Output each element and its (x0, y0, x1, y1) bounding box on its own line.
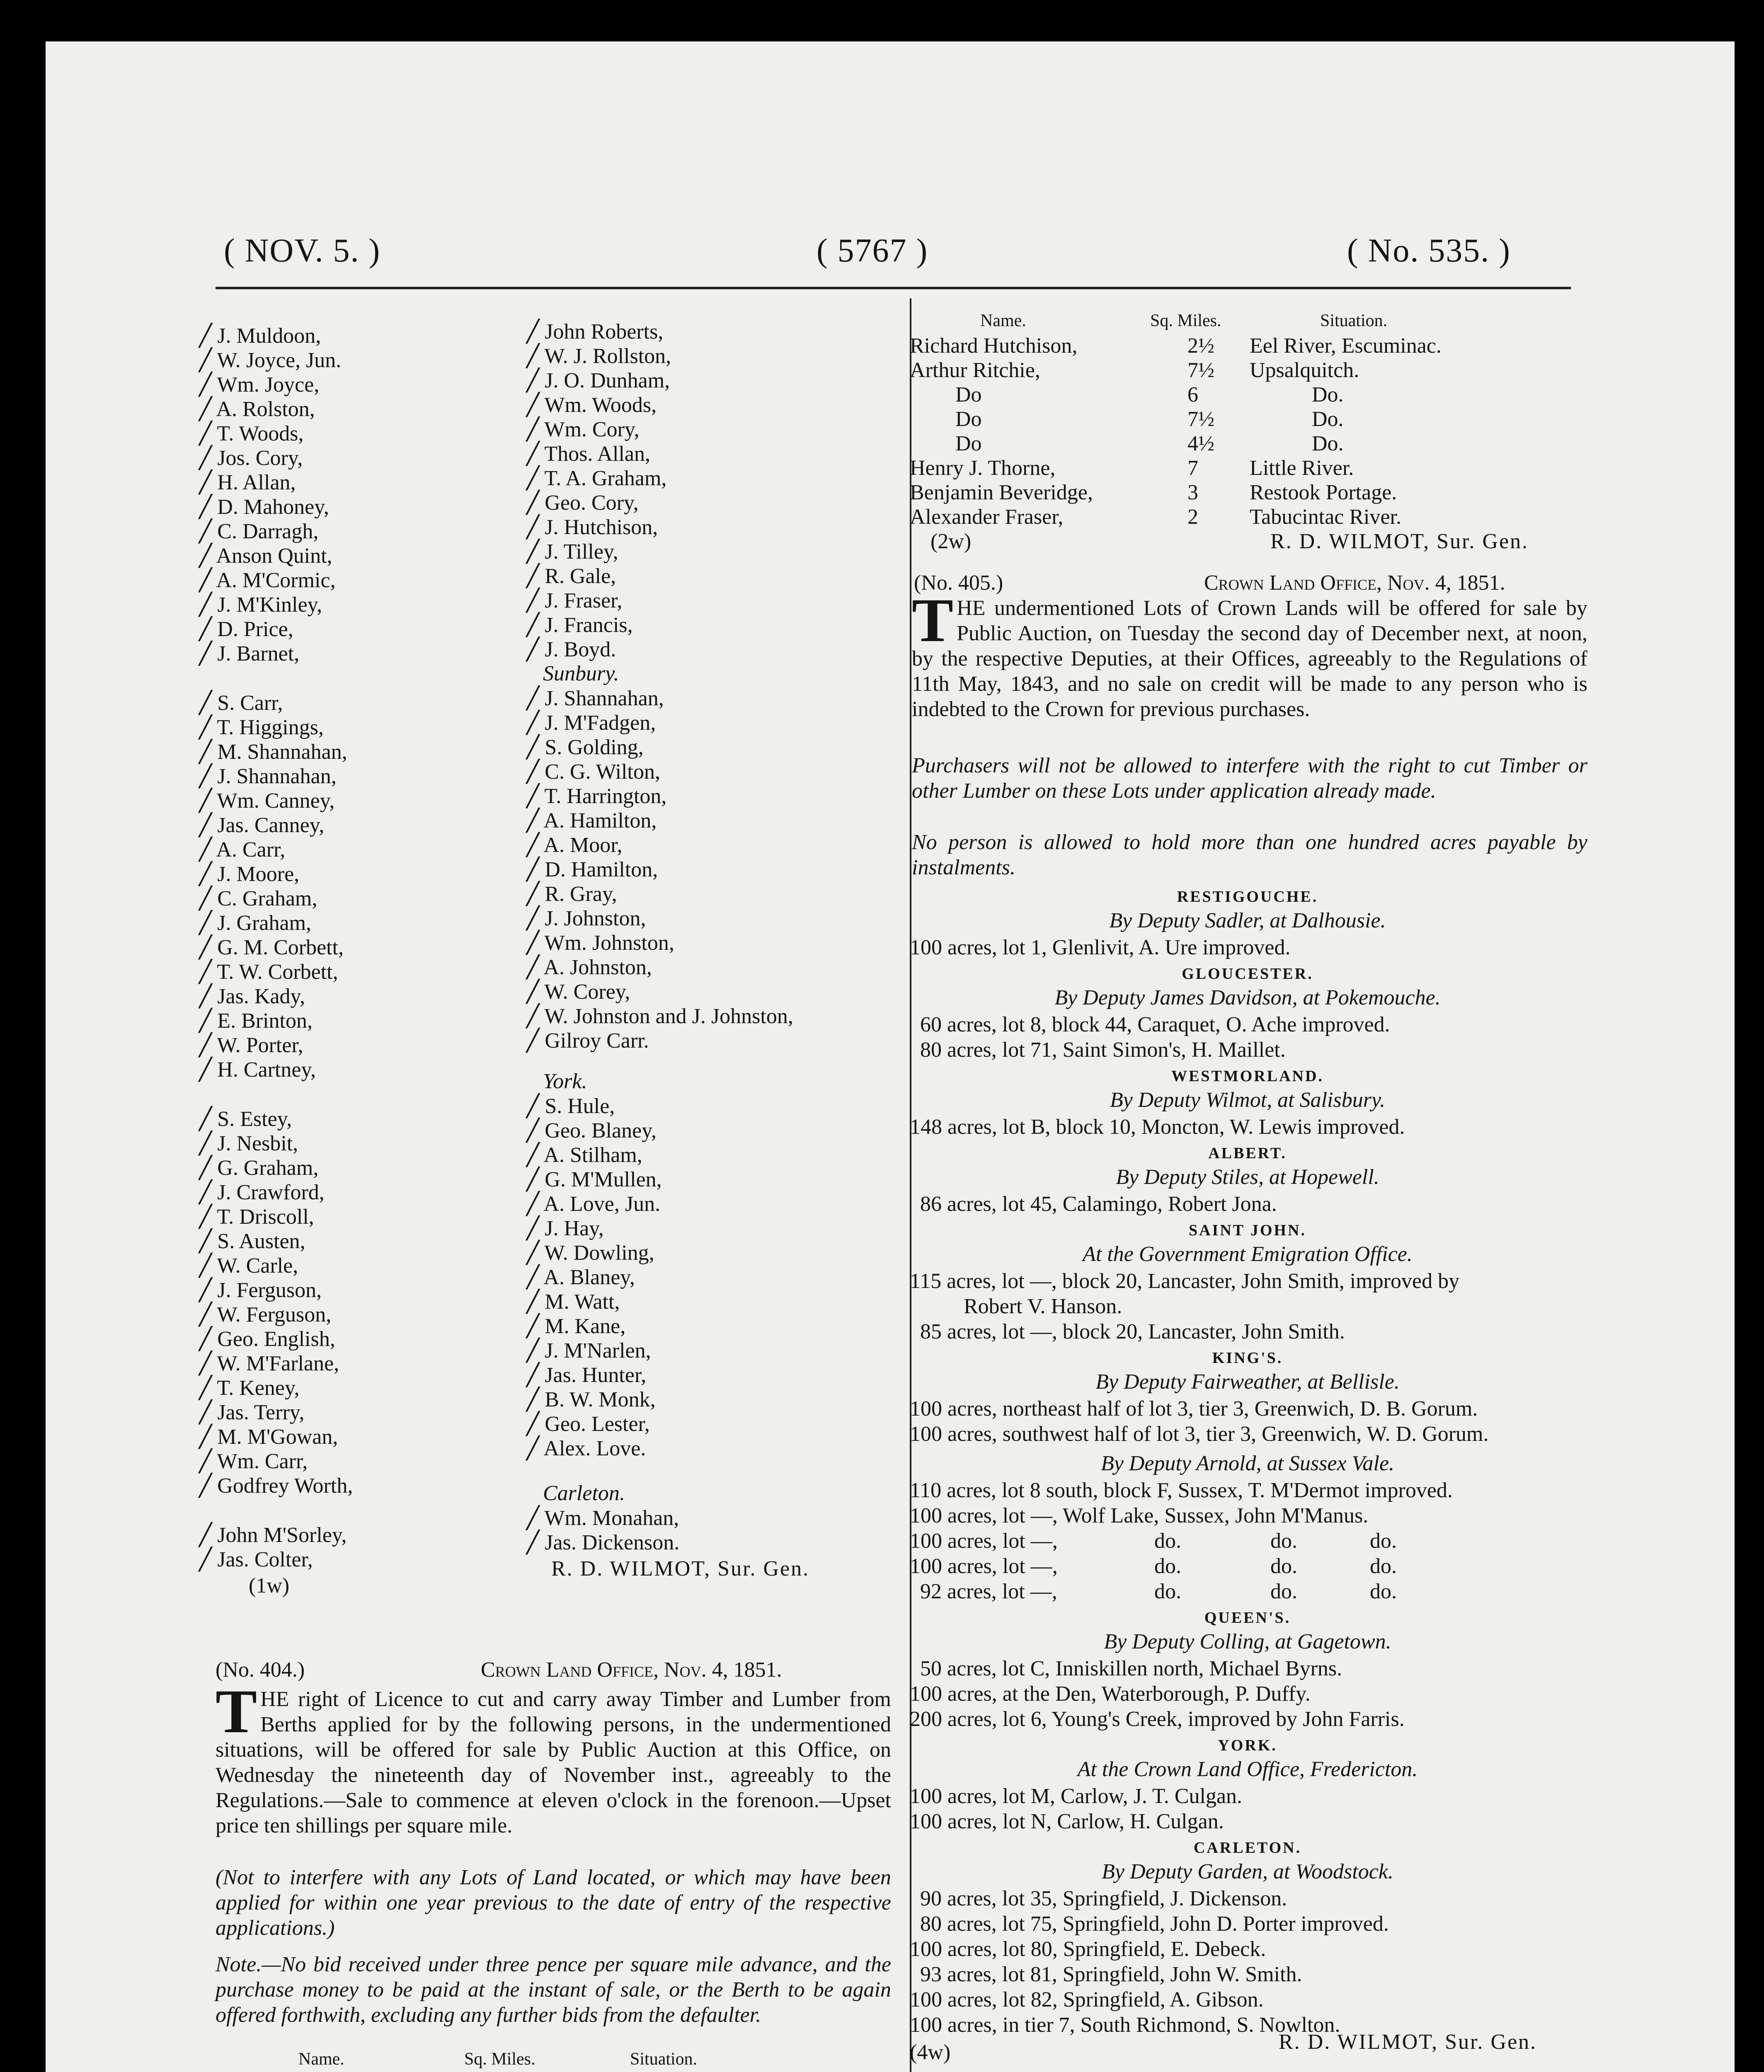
county-heading: York. (543, 1070, 587, 1093)
lot-entry: 93 acres, lot 81, Springfield, John W. Smith. (920, 1963, 1302, 1986)
name-entry: ╱ W. Carle, (199, 1254, 298, 1278)
ditto-mark: do. (1154, 1554, 1181, 1578)
deputy-line: By Deputy James Davidson, at Pokemouche. (1054, 986, 1441, 1009)
berth-applicant: Arthur Ritchie, (910, 358, 1040, 382)
drop-cap: T (912, 586, 954, 655)
berth-situation: Upsalquitch. (1250, 358, 1359, 382)
name-entry: ╱ Anson Quint, (199, 544, 332, 568)
notice-office-date: Crown Land Office, Nov. 4, 1851. (481, 1658, 782, 1682)
header-date: ( NOV. 5. ) (224, 232, 381, 269)
lot-entry: 100 acres, lot M, Carlow, J. T. Culgan. (910, 1784, 1243, 1808)
name-entry: ╱ Geo. Blaney, (526, 1119, 657, 1143)
name-entry: ╱ A. Love, Jun. (526, 1192, 661, 1216)
name-entry: ╱ Geo. Cory, (526, 491, 639, 515)
name-entry: ╱ C. Darragh, (199, 520, 319, 543)
column-heading: Situation. (1320, 311, 1388, 330)
berth-sq-miles: 6 (1187, 383, 1198, 407)
name-entry: ╱ C. Graham, (199, 887, 317, 910)
name-entry: ╱ J. Johnston, (526, 907, 646, 930)
name-entry: ╱ J. Graham, (199, 911, 312, 935)
berth-situation: Little River. (1250, 456, 1354, 480)
name-entry: ╱ S. Estey, (199, 1107, 292, 1131)
insertion-code: (4w) (910, 2041, 951, 2064)
name-entry: ╱ J. Hutchison, (526, 516, 658, 539)
berth-sq-miles: 2½ (1187, 334, 1214, 358)
name-entry: ╱ Jos. Cory, (199, 446, 303, 470)
name-entry: ╱ W. Joyce, Jun. (199, 349, 342, 372)
name-entry: ╱ Geo. Lester, (526, 1412, 650, 1436)
lot-entry: 92 acres, lot —, (920, 1580, 1057, 1603)
name-entry: ╱ Geo. English, (199, 1327, 335, 1351)
name-entry: ╱ J. Boyd. (526, 638, 616, 661)
lot-entry: 60 acres, lot 8, block 44, Caraquet, O. Ache improved. (920, 1013, 1390, 1036)
header-rule (216, 287, 1571, 289)
name-entry: ╱ T. W. Corbett, (199, 960, 338, 984)
ditto-mark: do. (1370, 1580, 1397, 1603)
name-entry: ╱ D. Mahoney, (199, 495, 329, 519)
name-entry: ╱ G. Graham, (199, 1156, 319, 1180)
notice-body (912, 586, 1587, 722)
lot-entry: 85 acres, lot —, block 20, Lancaster, John Smith. (920, 1320, 1345, 1343)
insertion-code: (1w) (249, 1574, 290, 1598)
name-entry: ╱ Jas. Canney, (199, 813, 325, 837)
name-entry: ╱ R. Gale, (526, 564, 616, 588)
name-entry: ╱ G. M'Mullen, (526, 1168, 662, 1191)
name-entry: ╱ J. Shannahan, (526, 687, 664, 710)
ditto-mark: do. (1270, 1580, 1297, 1603)
name-entry: ╱ H. Allan, (199, 471, 296, 494)
column-heading: Name. (980, 311, 1026, 330)
deputy-line: By Deputy Colling, at Gagetown. (1104, 1630, 1391, 1653)
name-entry: ╱ Wm. Johnston, (526, 931, 674, 955)
name-entry: ╱ T. Keney, (199, 1376, 300, 1400)
name-entry: ╱ A. Moor, (526, 833, 623, 857)
lot-entry: 80 acres, lot 75, Springfield, John D. Porter improved. (920, 1912, 1389, 1936)
berth-sq-miles: 7½ (1187, 407, 1214, 431)
name-entry: ╱ W. J. Rollston, (526, 344, 671, 368)
berth-applicant: Benjamin Beveridge, (910, 481, 1093, 504)
name-entry: ╱ J. O. Dunham, (526, 369, 670, 392)
lot-entry: 100 acres, in tier 7, South Richmond, S. Nowlton. (910, 2013, 1340, 2037)
name-entry: ╱ A. M'Cormic, (199, 569, 336, 592)
name-entry: ╱ Wm. Monahan, (526, 1506, 679, 1530)
name-entry: ╱ A. Carr, (199, 838, 286, 862)
lot-entry: 100 acres, northeast half of lot 3, tier 3, Greenwich, D. B. Gorum. (910, 1397, 1478, 1421)
column-heading: Sq. Miles. (464, 2050, 536, 2069)
ditto-mark: do. (1270, 1554, 1297, 1578)
notice-italic-note: Purchasers will not be allowed to interfere with the right to cut Timber or other Lumber on these Lots under application already made. (912, 754, 1587, 803)
name-entry: ╱ S. Hule, (526, 1094, 615, 1118)
name-entry: ╱ T. Driscoll, (199, 1205, 314, 1229)
notice-bid-note: Note.—No bid received under three pence per square mile advance, and the purchase money to be paid at the instant of sale, or the Berth to be again offered forthwith, excluding any further bids from the defaulter. (216, 1953, 891, 2027)
name-entry: ╱ J. Crawford, (199, 1181, 325, 1204)
berth-sq-miles: 7 (1187, 456, 1198, 480)
name-entry: ╱ Jas. Colter, (199, 1548, 313, 1571)
name-entry: ╱ R. Gray, (526, 882, 617, 906)
berth-situation: Tabucintac River. (1250, 505, 1402, 529)
ditto-mark: do. (1370, 1529, 1397, 1553)
name-entry: ╱ J. Moore, (199, 862, 300, 886)
name-entry: ╱ E. Brinton, (199, 1009, 313, 1033)
name-entry: ╱ H. Cartney, (199, 1058, 316, 1082)
deputy-line: By Deputy Garden, at Woodstock. (1102, 1860, 1393, 1883)
drop-cap: T (216, 1677, 257, 1746)
name-entry: ╱ B. W. Monk, (526, 1388, 656, 1411)
berth-situation: Restook Portage. (1250, 481, 1397, 504)
berth-applicant: Do (955, 407, 982, 431)
name-entry: ╱ John M'Sorley, (199, 1523, 347, 1547)
name-entry: ╱ Wm. Woods, (526, 393, 657, 417)
notice-text: HE right of Licence to cut and carry away Timber and Lumber from Berths applied for by the following persons, in the undermentioned situations, will be offered for sale by Public Auction at this Office, on Wednesday the nineteenth day of November inst., agreeably to the Regulations.—Sale to commence at eleven o'clock in the forenoon.—Upset price ten shillings per square mile. (216, 1687, 891, 1837)
county-heading: Sunbury. (543, 662, 619, 685)
name-entry: ╱ W. Porter, (199, 1034, 303, 1057)
county-heading: Carleton. (543, 1481, 625, 1505)
berth-situation: Do. (1312, 383, 1344, 407)
name-entry: ╱ J. Barnet, (199, 642, 300, 666)
lot-entry: 100 acres, lot 80, Springfield, E. Debeck. (910, 1937, 1266, 1961)
berth-sq-miles: 3 (1187, 481, 1198, 504)
berth-sq-miles: 7½ (1187, 358, 1214, 382)
lot-entry: 115 acres, lot —, block 20, Lancaster, John Smith, improved by (910, 1269, 1460, 1293)
name-entry: ╱ J. Muldoon, (199, 324, 321, 348)
county-heading: SAINT JOHN. (1188, 1222, 1307, 1239)
lot-entry: 86 acres, lot 45, Calamingo, Robert Jona. (920, 1192, 1277, 1216)
name-entry: ╱ Alex. Love. (526, 1437, 646, 1460)
name-entry: ╱ J. Hay, (526, 1217, 604, 1240)
name-entry: ╱ D. Hamilton, (526, 858, 658, 881)
name-entry: ╱ A. Rolston, (199, 397, 315, 421)
deputy-line: At the Crown Land Office, Fredericton. (1077, 1757, 1418, 1781)
name-entry: ╱ G. M. Corbett, (199, 936, 344, 959)
county-heading: YORK. (1218, 1737, 1277, 1754)
name-entry: ╱ J. Fraser, (526, 589, 623, 612)
name-entry: ╱ J. Ferguson, (199, 1278, 322, 1302)
name-entry: ╱ W. M'Farlane, (199, 1352, 339, 1375)
name-entry: ╱ D. Price, (199, 617, 293, 641)
lot-entry: 90 acres, lot 35, Springfield, J. Dickenson. (920, 1887, 1287, 1910)
lot-entry: 100 acres, lot N, Carlow, H. Culgan. (910, 1810, 1224, 1833)
name-entry: ╱ Jas. Kady, (199, 985, 305, 1008)
notice-text: HE undermentioned Lots of Crown Lands will be offered for sale by Public Auction, on Tuesday the second day of December next, at noon, by the respective Deputies, at their Offices, agreeably to the Regulations of 11th May, 1843, and no sale on credit will be made to any person who is indebted to the Crown for previous purchases. (912, 596, 1587, 721)
lot-entry: 110 acres, lot 8 south, block F, Sussex, T. M'Dermot improved. (910, 1479, 1453, 1502)
ditto-mark: do. (1154, 1529, 1181, 1553)
berth-situation: Do. (1312, 407, 1344, 431)
lot-entry: 148 acres, lot B, block 10, Moncton, W. Lewis improved. (910, 1115, 1405, 1139)
lot-entry: 100 acres, lot —, Wolf Lake, Sussex, John M'Manus. (910, 1504, 1369, 1527)
name-entry: ╱ W. Dowling, (526, 1241, 654, 1265)
name-entry: ╱ Wm. Canney, (199, 789, 335, 813)
berth-sq-miles: 4½ (1187, 432, 1214, 455)
lot-entry: 50 acres, lot C, Inniskillen north, Michael Byrns. (920, 1657, 1342, 1680)
name-entry: ╱ T. A. Graham, (526, 467, 667, 490)
name-entry: ╱ A. Blaney, (526, 1266, 635, 1289)
name-entry: ╱ Jas. Dickenson. (526, 1531, 680, 1554)
name-entry: ╱ T. Harrington, (526, 784, 667, 808)
ditto-mark: do. (1370, 1554, 1397, 1578)
name-entry: ╱ J. Nesbit, (199, 1132, 298, 1155)
name-entry: ╱ A. Johnston, (526, 956, 652, 979)
county-heading: WESTMORLAND. (1171, 1067, 1324, 1085)
deputy-line: At the Government Emigration Office. (1083, 1242, 1413, 1266)
deputy-line: By Deputy Fairweather, at Bellisle. (1095, 1370, 1400, 1394)
berth-applicant: Henry J. Thorne, (910, 456, 1056, 480)
name-entry: ╱ J. M'Narlen, (526, 1339, 651, 1363)
name-entry: ╱ S. Austen, (199, 1230, 305, 1253)
berth-situation: Eel River, Escuminac. (1250, 334, 1442, 358)
ditto-mark: do. (1154, 1580, 1181, 1603)
header-page-number: ( 5767 ) (817, 232, 928, 269)
name-entry: ╱ T. Woods, (199, 422, 304, 445)
deputy-line: By Deputy Sadler, at Dalhousie. (1109, 909, 1386, 932)
name-entry: ╱ T. Higgings, (199, 716, 324, 739)
name-entry: ╱ J. Tilley, (526, 540, 618, 564)
name-entry: ╱ C. G. Wilton, (526, 760, 660, 784)
county-heading: KING'S. (1212, 1349, 1283, 1367)
surveyor-signature: R. D. WILMOT, Sur. Gen. (1270, 530, 1529, 553)
berth-applicant: Alexander Fraser, (910, 505, 1064, 529)
name-entry: ╱ Wm. Joyce, (199, 373, 320, 397)
name-entry: ╱ M. Kane, (526, 1314, 626, 1338)
name-entry: ╱ J. Shannahan, (199, 765, 337, 788)
surveyor-signature: R. D. WILMOT, Sur. Gen. (551, 1557, 810, 1581)
berth-applicant: Richard Hutchison, (910, 334, 1078, 358)
berth-applicant: Do (955, 432, 982, 455)
berth-situation: Do. (1312, 432, 1344, 455)
notice-body (216, 1677, 891, 1838)
county-heading: QUEEN'S. (1204, 1609, 1291, 1627)
ditto-mark: do. (1270, 1529, 1297, 1553)
name-entry: ╱ Wm. Cory, (526, 418, 640, 441)
name-entry: ╱ A. Stilham, (526, 1143, 642, 1167)
name-entry: ╱ Jas. Terry, (199, 1401, 305, 1424)
name-entry: ╱ Thos. Allan, (526, 442, 651, 466)
lot-entry: 100 acres, lot 1, Glenlivit, A. Ure improved. (910, 936, 1291, 959)
notice-office-date: Crown Land Office, Nov. 4, 1851. (1204, 571, 1505, 595)
surveyor-signature: R. D. WILMOT, Sur. Gen. (1279, 2030, 1537, 2054)
name-entry: ╱ W. Ferguson, (199, 1303, 332, 1326)
name-entry: ╱ S. Golding, (526, 736, 644, 759)
name-entry: ╱ W. Johnston and J. Johnston, (526, 1005, 793, 1028)
name-entry: ╱ S. Carr, (199, 691, 283, 715)
notice-number: (No. 404.) (216, 1658, 305, 1682)
county-heading: ALBERT. (1208, 1145, 1287, 1162)
berth-applicant: Do (955, 383, 982, 407)
notice-number: (No. 405.) (914, 571, 1003, 595)
name-entry: ╱ M. M'Gowan, (199, 1425, 338, 1449)
name-entry: ╱ W. Corey, (526, 980, 630, 1004)
lot-entry: 100 acres, lot —, (910, 1529, 1058, 1553)
county-heading: GLOUCESTER. (1182, 965, 1313, 983)
name-entry: ╱ J. M'Fadgen, (526, 711, 656, 735)
county-heading: CARLETON. (1193, 1839, 1302, 1857)
name-entry: ╱ M. Shannahan, (199, 740, 347, 764)
header-issue-number: ( No. 535. ) (1347, 232, 1511, 269)
name-entry: ╱ J. Francis, (526, 613, 633, 637)
notice-italic-note: (Not to interfere with any Lots of Land located, or which may have been applied for within one year previous to the date of entry of the respective applications.) (216, 1866, 891, 1940)
lot-entry: 100 acres, lot —, (910, 1554, 1058, 1578)
lot-entry: 100 acres, lot 82, Springfield, A. Gibson. (910, 1988, 1264, 2011)
insertion-code: (2w) (930, 530, 972, 553)
berth-sq-miles: 2 (1187, 505, 1198, 529)
name-entry: ╱ M. Watt, (526, 1290, 620, 1314)
deputy-line: By Deputy Wilmot, at Salisbury. (1110, 1088, 1386, 1112)
deputy-line: By Deputy Arnold, at Sussex Vale. (1100, 1452, 1395, 1475)
name-entry: ╱ Jas. Hunter, (526, 1363, 647, 1387)
notice-italic-note: No person is allowed to hold more than one hundred acres payable by instalments. (912, 830, 1587, 879)
name-entry: ╱ John Roberts, (526, 320, 664, 344)
lot-entry: Robert V. Hanson. (964, 1295, 1122, 1318)
lot-entry: 200 acres, lot 6, Young's Creek, improved by John Farris. (910, 1707, 1405, 1731)
deputy-line: By Deputy Stiles, at Hopewell. (1116, 1165, 1379, 1189)
name-entry: ╱ Wm. Carr, (199, 1450, 308, 1473)
lot-entry: 100 acres, southwest half of lot 3, tier 3, Greenwich, W. D. Gorum. (910, 1422, 1489, 1446)
name-entry: ╱ J. M'Kinley, (199, 593, 322, 617)
name-entry: ╱ Godfrey Worth, (199, 1474, 353, 1498)
column-heading: Name. (298, 2050, 344, 2069)
lot-entry: 100 acres, at the Den, Waterborough, P. Duffy. (910, 1682, 1311, 1706)
lot-entry: 80 acres, lot 71, Saint Simon's, H. Maillet. (920, 1038, 1286, 1062)
county-heading: RESTIGOUCHE. (1177, 888, 1318, 905)
name-entry: ╱ A. Hamilton, (526, 809, 657, 833)
column-heading: Sq. Miles. (1150, 311, 1221, 330)
name-entry: ╱ Gilroy Carr. (526, 1029, 649, 1053)
column-heading: Situation. (630, 2050, 698, 2069)
